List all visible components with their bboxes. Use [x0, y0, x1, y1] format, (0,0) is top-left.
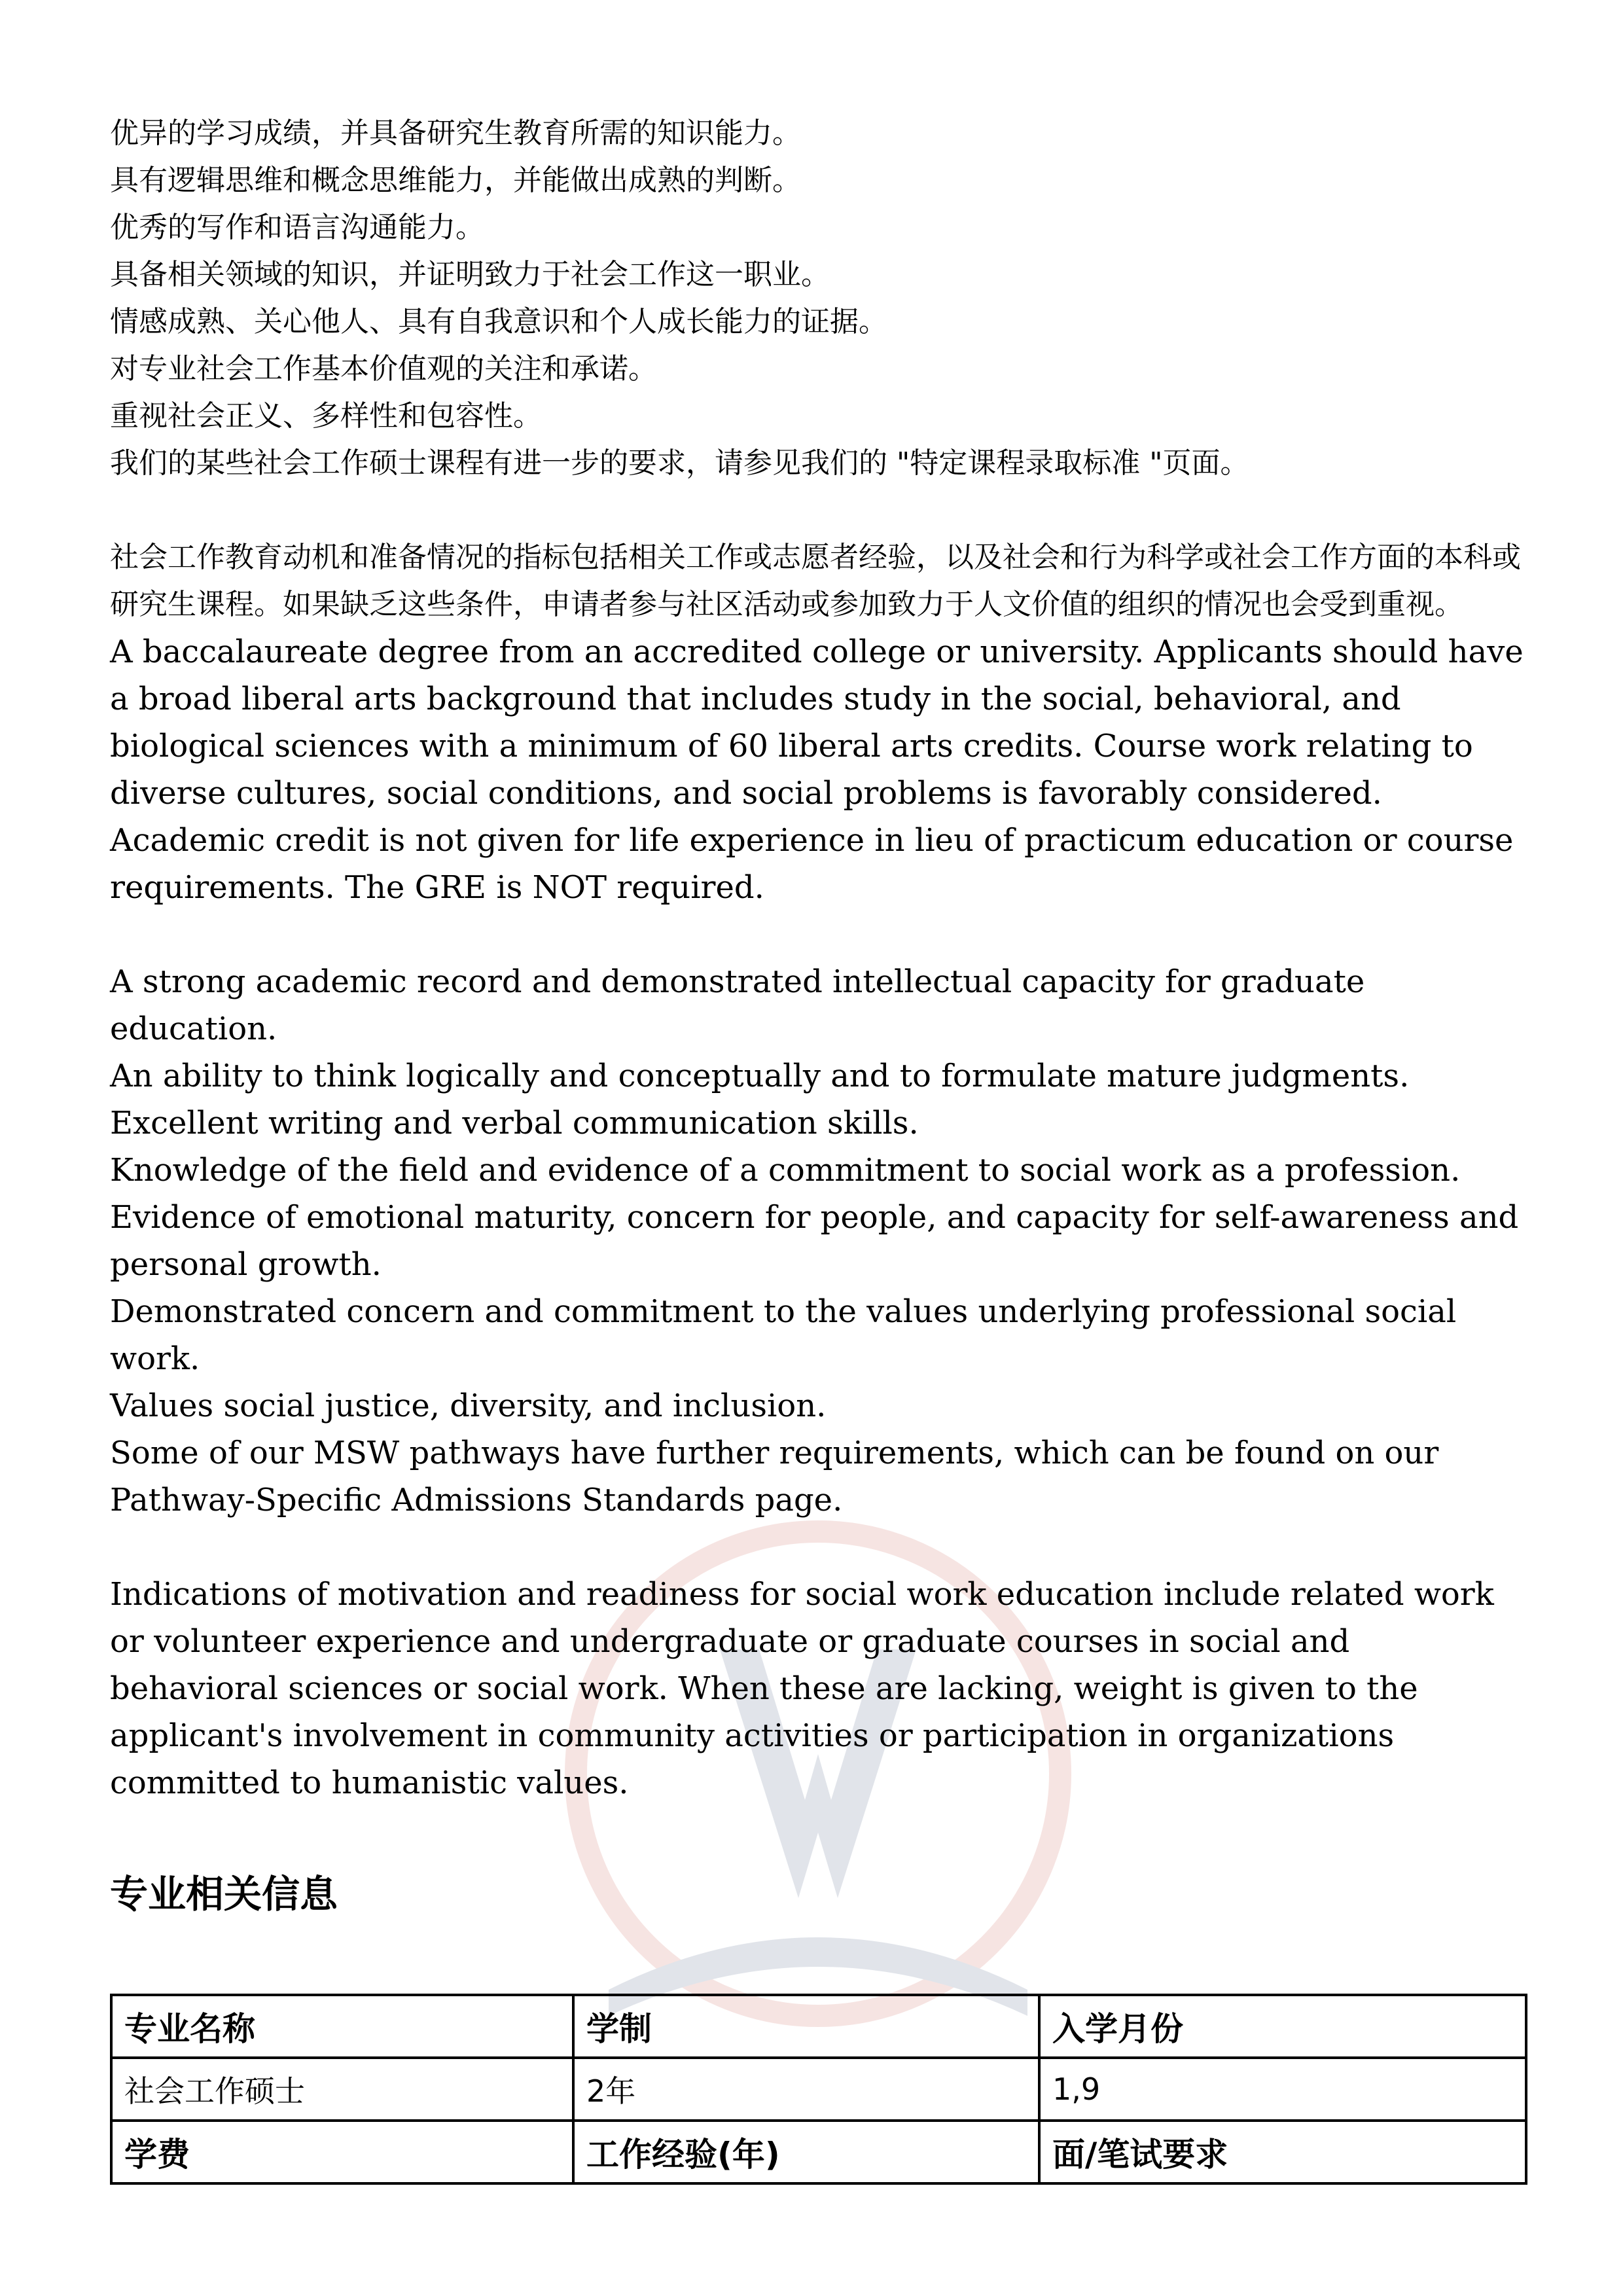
table-row	[111, 2121, 1526, 2183]
en-requirement-item: Excellent writing and verbal communication skills.	[110, 1105, 919, 1141]
document-body	[110, 110, 1524, 1922]
en-requirement-item: An ability to think logically and conceptually and to formulate mature judgments.	[110, 1058, 1410, 1094]
table-cell: 2年	[573, 2058, 1039, 2121]
table-header-cell: 专业名称	[111, 1995, 573, 2058]
table-header-cell: 学费	[111, 2121, 573, 2183]
en-requirements-list	[110, 958, 1524, 1524]
program-info-table	[110, 1994, 1527, 2185]
en-requirement-item: Demonstrated concern and commitment to the values underlying professional social work.	[110, 1293, 1457, 1377]
section-heading: 专业相关信息	[110, 1872, 338, 1916]
en-degree-paragraph	[110, 628, 1524, 911]
cn-motivation-text: 社会工作教育动机和准备情况的指标包括相关工作或志愿者经验，以及社会和行为科学或社会工作方面的本科或研究生课程。如果缺乏这些条件，申请者参与社区活动或参加致力于人文价值的组织的情况也会受到重视。	[110, 541, 1521, 621]
cn-requirement-item: 重视社会正义、多样性和包容性。	[110, 399, 542, 433]
table-header-cell: 学制	[573, 1995, 1039, 2058]
table-header-cell: 面/笔试要求	[1039, 2121, 1526, 2183]
en-requirement-item: Values social justice, diversity, and inclusion.	[110, 1388, 827, 1424]
table-row	[111, 1995, 1526, 2058]
en-requirement-item: A strong academic record and demonstrated intellectual capacity for graduate education.	[110, 963, 1365, 1047]
table-header-cell: 工作经验(年)	[573, 2121, 1039, 2183]
en-motivation-paragraph	[110, 1571, 1524, 1806]
en-motivation-text: Indications of motivation and readiness for social work education include related work or volunteer experience and undergraduate or graduate courses in social and behavioral sciences or social work. When these are lacking, weight is given to the applicant's involvement in community activities or participation in organizations committed to humanistic values.	[110, 1576, 1494, 1801]
cn-requirement-item: 具备相关领域的知识，并证明致力于社会工作这一职业。	[110, 258, 830, 291]
en-requirement-item: Evidence of emotional maturity, concern for people, and capacity for self-awareness and personal growth.	[110, 1199, 1519, 1283]
cn-requirement-item: 优异的学习成绩，并具备研究生教育所需的知识能力。	[110, 117, 801, 150]
table-row	[111, 2058, 1526, 2121]
cn-requirement-item: 我们的某些社会工作硕士课程有进一步的要求，请参见我们的 "特定课程录取标准 "页面。	[110, 446, 1249, 480]
en-requirement-item: Knowledge of the field and evidence of a commitment to social work as a profession.	[110, 1152, 1461, 1189]
cn-requirements-list	[110, 110, 1524, 487]
en-requirement-item: Some of our MSW pathways have further requirements, which can be found on our Pathway-Specific Admissions Standards page.	[110, 1435, 1439, 1518]
table-header-cell: 入学月份	[1039, 1995, 1526, 2058]
table-cell: 1,9	[1039, 2058, 1526, 2121]
en-degree-text: A baccalaureate degree from an accredited college or university. Applicants should have a broad liberal arts background that includes study in the social, behavioral, and biological sciences with a minimum of 60 liberal arts credits. Course work relating to diverse cultures, social conditions, and social problems is favorably considered. Academic credit is not given for life experience in lieu of practicum education or course requirements. The GRE is NOT required.	[110, 634, 1524, 906]
cn-requirement-item: 情感成熟、关心他人、具有自我意识和个人成长能力的证据。	[110, 305, 887, 338]
table-cell: 社会工作硕士	[111, 2058, 573, 2121]
cn-requirement-item: 优秀的写作和语言沟通能力。	[110, 211, 484, 244]
cn-motivation-paragraph	[110, 534, 1524, 628]
cn-requirement-item: 具有逻辑思维和概念思维能力，并能做出成熟的判断。	[110, 164, 801, 197]
cn-requirement-item: 对专业社会工作基本价值观的关注和承诺。	[110, 352, 657, 386]
